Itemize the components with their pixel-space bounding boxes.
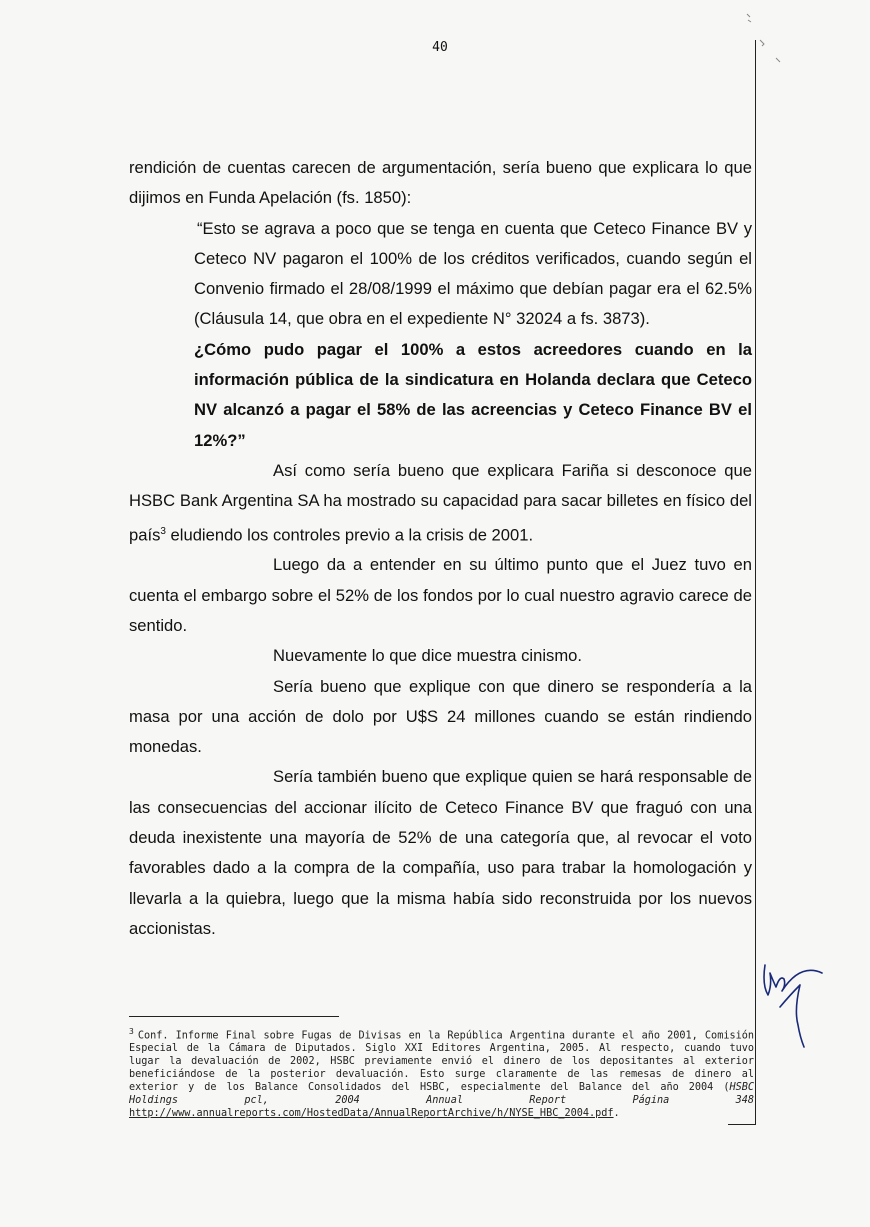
quote-bold-question: ¿Cómo pudo pagar el 100% a estos acreedores cuando en la información pública de la sindicatura en Holanda declara que Ceteco NV alcanzó a pagar el 58% de las acreencias y Ceteco Finance BV el 12%?” xyxy=(194,339,752,450)
paragraph-hsbc-end: eludiendo los controles previo a la crisis de 2001. xyxy=(165,525,534,545)
paragraph-cinismo: Nuevamente lo que dice muestra cinismo. xyxy=(273,646,582,666)
body-text xyxy=(129,153,752,944)
page-number: 40 xyxy=(432,40,448,55)
paragraph-intro: rendición de cuentas carecen de argumentación, sería bueno que explicara lo que dijimos en Funda Apelación (fs. 1850): xyxy=(129,158,752,208)
paragraph-hsbc xyxy=(129,456,752,550)
footnote xyxy=(129,1026,754,1121)
footnote-separator xyxy=(129,1016,339,1017)
paragraph-dinero: Sería bueno que explique con que dinero se respondería a la masa por una acción de dolo por U$S 24 millones cuando se están rindiendo monedas. xyxy=(129,676,752,757)
paragraph-responsable: Sería también bueno que explique quien se hará responsable de las consecuencias del accionar ilícito de Ceteco Finance BV que fraguó con una deuda inexistente una mayoría de 52% de una categoría que, al revocar el voto favorables dado a la compra de la compañía, uso para trabar la homologación y llevarla a la quiebra, luego que la misma había sido reconstruida por los nuevos accionistas. xyxy=(129,767,752,938)
bottom-corner-line xyxy=(728,1124,756,1125)
handwritten-signature xyxy=(760,955,830,1060)
paragraph-hsbc-text: Así como sería bueno que explicara Fariña si desconoce que HSBC Bank Argentina SA ha mostrado su capacidad para sacar billetes en físico del país xyxy=(129,460,752,545)
footnote-reference: 3 xyxy=(160,525,166,537)
footnote-text: Conf. Informe Final sobre Fugas de Divisas en la República Argentina durante el año 2001, Comisión Especial de la Cámara de Diputados. Siglo XXI Editores Argentina, 2005. Al respecto, cuando tuvo lugar la devaluación de 2002, HSBC previamente envió el dinero de los depositantes al exterior beneficiándose de la posterior devaluación. Esto surge claramente de las remesas de dinero al exterior y de los Balance Consolidados del HSBC, especialmente del Balance del año 2004 ( xyxy=(129,1030,754,1094)
footnote-italic-reference: HSBC Holdings pcl, 2004 Annual Report Página 348 xyxy=(129,1082,754,1106)
footnote-marker: 3 xyxy=(129,1027,134,1036)
paragraph-embargo: Luego da a entender en su último punto que el Juez tuvo en cuenta el embargo sobre el 52% de los fondos por lo cual nuestro agravio carece de sentido. xyxy=(129,555,752,635)
quoted-block xyxy=(194,214,752,456)
quote-text: “Esto se agrava a poco que se tenga en cuenta que Ceteco Finance BV y Ceteco NV pagaron el 100% de los créditos verificados, cuando según el Convenio firmado el 28/08/1999 el máximo que debían pagar era el 62.5% (Cláusula 14, que obra en el expediente N° 32024 a fs. 3873). xyxy=(194,218,752,329)
footnote-end: . xyxy=(613,1107,620,1119)
footnote-url-link[interactable]: http://www.annualreports.com/HostedData/AnnualReportArchive/h/NYSE_HBC_2004.pdf xyxy=(129,1107,614,1119)
right-margin-line xyxy=(755,40,756,1125)
